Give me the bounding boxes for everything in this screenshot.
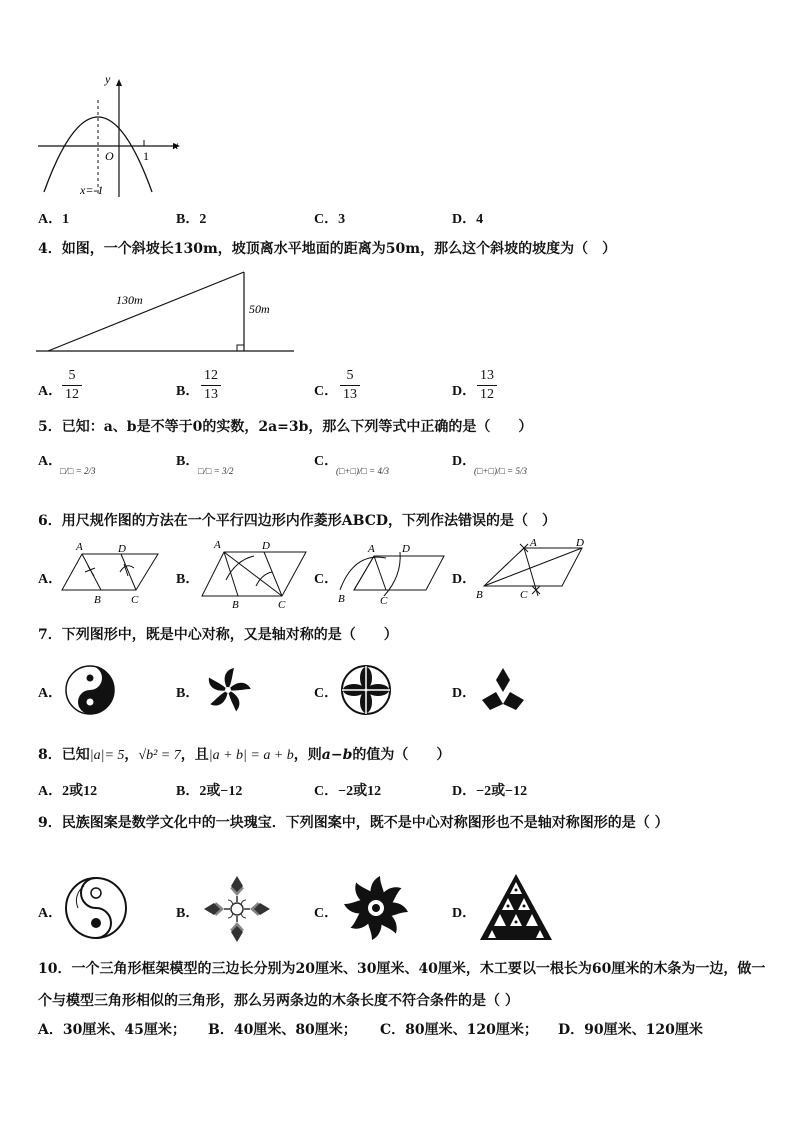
q5-option-d-letter[interactable]: D． xyxy=(452,454,477,469)
q5-option-a-expr: □/□ = 2/3 xyxy=(60,466,96,476)
q10-option-a[interactable]: A．30厘米、45厘米； xyxy=(38,1022,186,1038)
numerator: 13 xyxy=(480,368,494,383)
q9-option-a[interactable]: A． xyxy=(38,906,63,921)
denominator: 12 xyxy=(480,387,494,402)
point-d-label: D xyxy=(118,543,126,555)
q4-option-a-letter[interactable]: A． xyxy=(38,384,63,399)
q6-stem: 6．用尺规作图的方法在一个平行四边形内作菱形ABCD，下列作法错误的是（ ） xyxy=(38,513,556,529)
q5-option-b-expr: □/□ = 3/2 xyxy=(198,466,234,476)
floral-cross-pattern-icon xyxy=(202,874,272,944)
q6-figure-c xyxy=(334,540,450,606)
denominator: 13 xyxy=(343,387,357,402)
point-a-label: A xyxy=(368,543,375,555)
yin-yang-icon xyxy=(64,664,116,716)
q6-figure-d xyxy=(474,536,594,608)
point-a-label: A xyxy=(530,537,537,549)
q5-option-d-expr: (□+□)/□ = 5/3 xyxy=(474,466,527,476)
q10-stem-line-2: 个与模型三角形相似的三角形，那么另两条边的木条长度不符合条件的是（ ） xyxy=(38,993,519,1009)
q9-option-c[interactable]: C． xyxy=(314,906,339,921)
q4-option-d-letter[interactable]: D． xyxy=(452,384,477,399)
q4-stem: 4．如图，一个斜坡长130m，坡顶离水平地面的距离为50m，那么这个斜坡的坡度为（ ） xyxy=(38,241,617,257)
slope-figure xyxy=(36,268,296,358)
q9-option-b[interactable]: B． xyxy=(176,906,200,921)
pinwheel-icon xyxy=(202,664,254,716)
q8-option-d[interactable]: D．−2或−12 xyxy=(452,784,528,799)
four-petal-circle-icon xyxy=(340,664,392,716)
point-b-label: B xyxy=(94,594,101,606)
point-a-label: A xyxy=(214,539,221,551)
q9-option-d[interactable]: D． xyxy=(452,906,477,921)
q10-stem-line-1: 10．一个三角形框架模型的三边长分别为20厘米、30厘米、40厘米，木工要以一根长为60厘米的木条为一边，做一 xyxy=(38,961,766,977)
point-a-label: A xyxy=(76,541,83,553)
denominator: 13 xyxy=(204,387,218,402)
q4-option-a-fraction xyxy=(62,368,82,403)
q3-option-a[interactable]: A．1 xyxy=(38,212,70,227)
q5-option-b-letter[interactable]: B． xyxy=(176,454,200,469)
q5-option-c-letter[interactable]: C． xyxy=(314,454,339,469)
q8-stem-part-1: 8．已知 xyxy=(38,747,90,763)
origin-label: O xyxy=(105,149,114,163)
q4-option-c-letter[interactable]: C． xyxy=(314,384,339,399)
point-c-label: C xyxy=(131,594,139,606)
q7-stem: 7．下列图形中，既是中心对称，又是轴对称的是（ ） xyxy=(38,627,398,643)
q6-option-a[interactable]: A． xyxy=(38,572,63,587)
q4-option-b-fraction xyxy=(201,368,221,403)
q10-option-d[interactable]: D．90厘米、120厘米 xyxy=(558,1022,703,1038)
q6-figure-a xyxy=(58,538,168,608)
x-axis-label: x xyxy=(173,138,179,152)
q7-option-d[interactable]: D． xyxy=(452,686,477,701)
q8-option-c[interactable]: C．−2或12 xyxy=(314,784,382,799)
q8-abs-a: |a|= 5 xyxy=(89,748,125,763)
q3-option-d[interactable]: D．4 xyxy=(452,212,484,227)
q10-option-c[interactable]: C．80厘米、120厘米； xyxy=(380,1022,538,1038)
point-d-label: D xyxy=(576,537,584,549)
q4-option-d-fraction xyxy=(477,368,497,403)
q6-option-c[interactable]: C． xyxy=(314,572,339,587)
q3-option-b[interactable]: B．2 xyxy=(176,212,207,227)
point-b-label: B xyxy=(476,589,483,601)
q7-option-b[interactable]: B． xyxy=(176,686,200,701)
point-c-label: C xyxy=(380,595,388,606)
point-c-label: C xyxy=(520,589,528,601)
y-axis-label: y xyxy=(105,72,111,86)
axis-of-symmetry-label: x=-1 xyxy=(80,183,104,197)
q5-option-a-letter[interactable]: A． xyxy=(38,454,63,469)
q5-option-c-expr: (□+□)/□ = 4/3 xyxy=(336,466,389,476)
parabola-graph xyxy=(30,72,190,202)
q4-option-b-letter[interactable]: B． xyxy=(176,384,200,399)
yin-yang-outline-icon xyxy=(64,876,128,940)
point-c-label: C xyxy=(278,599,286,610)
numerator: 5 xyxy=(346,368,354,383)
q7-option-c[interactable]: C． xyxy=(314,686,339,701)
denominator: 12 xyxy=(65,387,79,402)
q8-option-b[interactable]: B．2或−12 xyxy=(176,784,243,799)
triangle-pattern-icon xyxy=(478,872,554,942)
numerator: 12 xyxy=(204,368,218,383)
numerator: 5 xyxy=(68,368,76,383)
q7-option-a[interactable]: A． xyxy=(38,686,63,701)
q8-stem xyxy=(38,744,450,764)
q8-sqrt-b: √b² = 7 xyxy=(138,748,181,763)
q6-option-d[interactable]: D． xyxy=(452,572,477,587)
q10-option-b[interactable]: B．40厘米、80厘米； xyxy=(208,1022,357,1038)
point-b-label: B xyxy=(338,593,345,605)
q5-stem: 5．已知：a、b是不等于0的实数，2a=3b，那么下列等式中正确的是（ ） xyxy=(38,419,533,435)
point-d-label: D xyxy=(402,543,410,555)
q8-stem-part-3: ， xyxy=(124,747,139,763)
q4-option-c-fraction xyxy=(340,368,360,403)
point-b-label: B xyxy=(232,599,239,610)
q8-abs-sum: |a + b| = a + b xyxy=(208,748,294,763)
q8-a-minus-b: a−b xyxy=(321,747,353,763)
three-diamond-icon xyxy=(478,666,528,712)
q3-option-c[interactable]: C．3 xyxy=(314,212,346,227)
swirl-flower-icon xyxy=(340,872,412,944)
point-d-label: D xyxy=(262,540,270,552)
q8-option-a[interactable]: A．2或12 xyxy=(38,784,98,799)
q8-stem-part-9: 的值为（ ） xyxy=(352,747,451,763)
q8-stem-part-7: ，则 xyxy=(293,747,322,763)
tick-label: 1 xyxy=(143,149,149,163)
height-label: 50m xyxy=(249,302,270,316)
q6-option-b[interactable]: B． xyxy=(176,572,200,587)
q8-stem-part-5: ，且 xyxy=(180,747,209,763)
q6-figure-b xyxy=(196,536,312,610)
slope-length-label: 130m xyxy=(116,293,143,307)
q9-stem: 9．民族图案是数学文化中的一块瑰宝．下列图案中，既不是中心对称图形也不是轴对称图形的是（ ） xyxy=(38,815,669,831)
